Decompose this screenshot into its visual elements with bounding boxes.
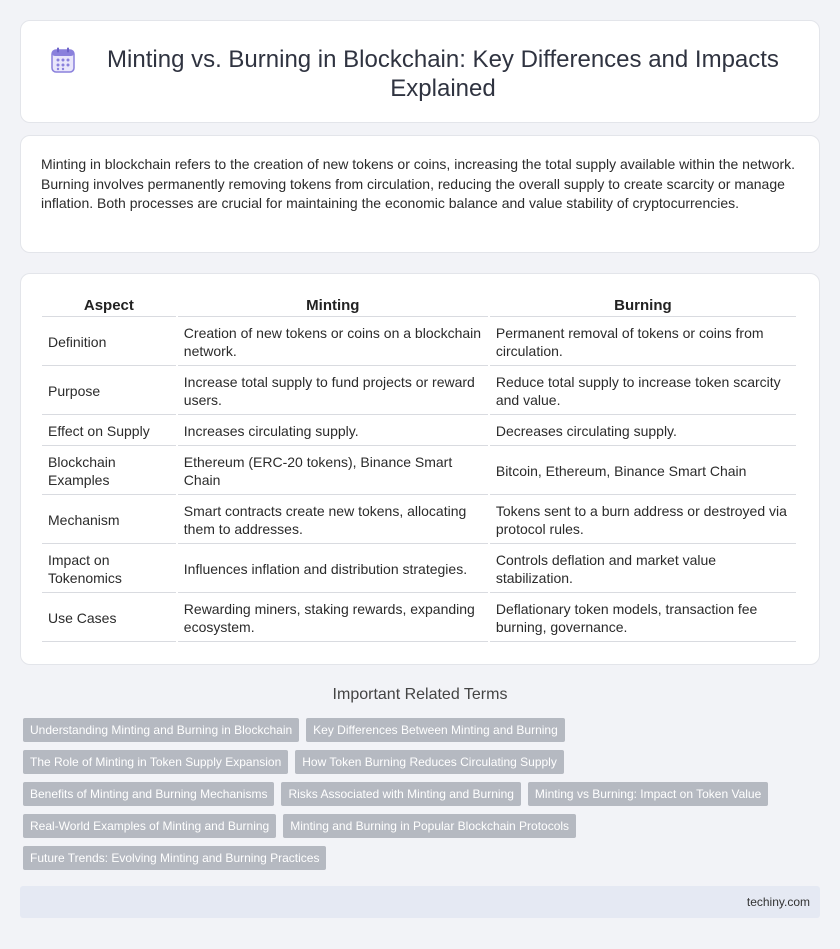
- related-term-tag[interactable]: Risks Associated with Minting and Burning: [281, 782, 520, 806]
- page-title: Minting vs. Burning in Blockchain: Key Differences and Impacts Explained: [107, 46, 779, 102]
- table-cell-burning: Decreases circulating supply.: [490, 415, 796, 446]
- table-cell-minting: Creation of new tokens or coins on a blockchain network.: [178, 317, 488, 366]
- table-cell-aspect: Definition: [42, 317, 176, 366]
- table-cell-aspect: Effect on Supply: [42, 415, 176, 446]
- related-term-tag[interactable]: The Role of Minting in Token Supply Expansion: [23, 750, 288, 774]
- related-term-tag[interactable]: Key Differences Between Minting and Burning: [306, 718, 565, 742]
- related-term-tag[interactable]: Real-World Examples of Minting and Burning: [23, 814, 276, 838]
- header-card: [20, 20, 820, 123]
- column-header-minting: Minting: [178, 290, 488, 317]
- table-cell-burning: Tokens sent to a burn address or destroyed via protocol rules.: [490, 495, 796, 544]
- calendar-grid-icon: [51, 47, 75, 73]
- table-cell-burning: Controls deflation and market value stabilization.: [490, 544, 796, 593]
- table-row: [42, 544, 796, 593]
- related-term-tag[interactable]: Minting and Burning in Popular Blockchain Protocols: [283, 814, 576, 838]
- table-cell-minting: Increase total supply to fund projects or reward users.: [178, 366, 488, 415]
- table-cell-aspect: Purpose: [42, 366, 176, 415]
- table-cell-burning: Bitcoin, Ethereum, Binance Smart Chain: [490, 446, 796, 495]
- table-cell-aspect: Blockchain Examples: [42, 446, 176, 495]
- table-cell-aspect: Impact on Tokenomics: [42, 544, 176, 593]
- table-cell-burning: Deflationary token models, transaction fee burning, governance.: [490, 593, 796, 642]
- related-term-tag[interactable]: How Token Burning Reduces Circulating Supply: [295, 750, 564, 774]
- table-cell-aspect: Use Cases: [42, 593, 176, 642]
- related-term-tag[interactable]: Benefits of Minting and Burning Mechanisms: [23, 782, 274, 806]
- table-row: [42, 366, 796, 415]
- table-cell-aspect: Mechanism: [42, 495, 176, 544]
- comparison-table-card: [20, 273, 820, 665]
- table-row: [42, 317, 796, 366]
- footer-site-link[interactable]: techiny.com: [746, 895, 810, 909]
- comparison-table: [40, 290, 798, 642]
- table-header-row: [42, 290, 796, 317]
- table-row: [42, 495, 796, 544]
- table-cell-minting: Smart contracts create new tokens, allocating them to addresses.: [178, 495, 488, 544]
- related-terms-list: [23, 718, 803, 870]
- related-term-tag[interactable]: Minting vs Burning: Impact on Token Value: [528, 782, 768, 806]
- table-cell-minting: Influences inflation and distribution strategies.: [178, 544, 488, 593]
- related-term-tag[interactable]: Understanding Minting and Burning in Blockchain: [23, 718, 299, 742]
- column-header-aspect: Aspect: [42, 290, 176, 317]
- intro-card: [20, 135, 820, 253]
- footer: [20, 886, 820, 918]
- table-row: [42, 415, 796, 446]
- table-cell-burning: Reduce total supply to increase token scarcity and value.: [490, 366, 796, 415]
- table-cell-minting: Rewarding miners, staking rewards, expanding ecosystem.: [178, 593, 488, 642]
- table-cell-burning: Permanent removal of tokens or coins from circulation.: [490, 317, 796, 366]
- table-row: [42, 446, 796, 495]
- table-row: [42, 593, 796, 642]
- related-term-tag[interactable]: Future Trends: Evolving Minting and Burning Practices: [23, 846, 326, 870]
- column-header-burning: Burning: [490, 290, 796, 317]
- table-cell-minting: Ethereum (ERC-20 tokens), Binance Smart Chain: [178, 446, 488, 495]
- intro-paragraph: Minting in blockchain refers to the creation of new tokens or coins, increasing the total supply available within the network. Burning involves permanently removing tokens from circulation, reducing the overall supply to create scarcity or manage inflation. Both processes are crucial for maintaining the economic balance and value stability of cryptocurrencies.: [41, 156, 796, 211]
- table-cell-minting: Increases circulating supply.: [178, 415, 488, 446]
- related-terms-title: Important Related Terms: [332, 686, 508, 703]
